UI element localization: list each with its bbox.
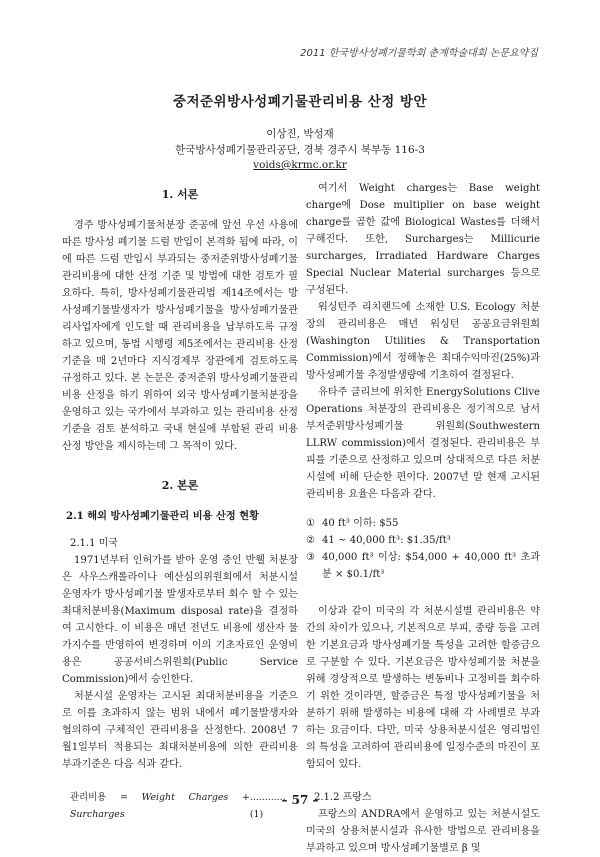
- equation-number: ............ (1): [249, 792, 286, 820]
- rate-list: [306, 515, 540, 583]
- page-number: – 57 –: [281, 793, 319, 807]
- running-header: 2011 한국방사성폐기물학회 춘계학술대회 논문요약집: [300, 48, 538, 59]
- usa-paragraph-1: 1971년부터 인허가를 받아 운영 중인 반웰 처분장은 사우스캐롤라이나 예산심의위원회에서 처분시설 운영자가 방사성폐기물 발생자로부터 회수 할 수 있는 최대처분비용(Maximum disposal rate)을 결정하여 고시한다. 이 비용은 매년 전년도 비용에 생산자 물가지수를 반영하여 변경하며 이의 기초자료인 운영비용은 공공서비스위원회(Public Service Commission)에서 승인한다.: [62, 555, 298, 685]
- left-column: [62, 180, 298, 823]
- list-item: ② 41 ~ 40,000 ft³: $1.35/ft³: [306, 535, 451, 546]
- email-link[interactable]: voids@krmc.or.kr: [253, 159, 347, 171]
- right-paragraph-2: 워싱턴주 리치랜드에 소재한 U.S. Ecology 처분장의 관리비용은 매년 워싱턴 공공요금위원회(Washington Utilities & Transportation Commission)에서 정해놓은 최대수익마진(25%)과 방사성폐기물 추정발생량에 기초하여 결정된다.: [306, 302, 540, 381]
- right-paragraph-1: 여기서 Weight charges는 Base weight charge에 Dose multiplier on base weight charge를 곱한 값에 Biological Wastes를 더해서 구해진다. 또한, Surcharges는 Millicurie surcharges, Irradiated Hardware Charges Special Nuclear Material surcharges 등으로 구성된다.: [306, 183, 540, 296]
- right-paragraph-3: 유타주 클리브에 위치한 EnergySolutions Clive Operations 처분장의 관리비용은 정기적으로 남서부저준위방사성폐기물 위원회(Southwestern LLRW commission)에서 결정된다. 관리비용은 부피를 기준으로 산정하고 있으며 상대적으로 다른 처분시설에 비해 단순한 편이다. 2007년 말 현재 고시된 관리비용 요율은 다음과 같다.: [306, 387, 540, 500]
- right-column: [306, 180, 540, 857]
- equation-lhs: 관리비용 =: [70, 792, 142, 803]
- equation-rhs: Weight Charges + Surcharges: [70, 792, 250, 820]
- section-heading-intro: 1. 서론: [161, 188, 199, 201]
- subsection-heading: 2.1 해외 방사성폐기물관리 비용 산정 현황: [66, 510, 259, 522]
- subsubsection-usa: 2.1.1 미국: [70, 538, 118, 549]
- paper-title: 중저준위방사성폐기물관리비용 산정 방안: [172, 94, 428, 110]
- right-paragraph-4: 이상과 같이 미국의 각 처분시설별 관리비용은 약간의 차이가 있으나, 기본적으로 부피, 중량 등을 고려한 기본요금과 방사성폐기물 특성을 고려한 할증금으로 구분할 수 있다. 기본요금은 방사성폐기물 처분을 위해 경상적으로 발생하는 변동비나 고정비를 회수하기 위한 것이라면, 할증금은 특정 방사성폐기물을 처분하기 위해 발생하는 비용에 대해 각 사례별로 부과하는 요금이다. 다만, 미국 상용처분시설은 영리법인의 특성을 고려하여 관리비용에 일정수준의 마진이 포함되어 있다.: [306, 606, 540, 770]
- list-item: ③ 40,000 ft³ 이상: $54,000 + 40,000 ft³ 초과 분 × $0.1/ft³: [306, 552, 540, 580]
- section-heading-body: 2. 본론: [161, 479, 199, 492]
- usa-paragraph-2: 처분시설 운영자는 고시된 최대처분비용을 기준으로 이를 초과하지 않는 범위 내에서 폐기물발생자와 협의하여 구체적인 관리비용을 산정한다. 2008년 7월1일부터 적용되는 최대처분비용에 의한 관리비용 부과기준은 다음 식과 같다.: [62, 691, 298, 770]
- subsubsection-france: 2.1.2 프랑스: [314, 792, 372, 803]
- list-item: ① 40 ft³ 이하: $55: [306, 518, 399, 529]
- authors: 이상진, 박성재: [266, 128, 334, 140]
- intro-paragraph: 경주 방사성폐기물처분장 준공에 앞선 우선 사용에 따른 방사성 폐기물 드럼 반입이 본격화 됨에 따라, 이에 따른 드럼 반입시 부과되는 중저준위방사성폐기물관리비용에 대한 산정 기준 및 방법에 대한 검토가 필요하다. 특히, 방사성폐기물관리법 제14조에서는 방사성폐기물발생자가 방사성폐기물을 방사성폐기물관리사업자에게 인도할 때 관리비용을 납부하도록 규정하고 있으며, 동법 시행령 제5조에서는 관리비용 산정 기준을 매 2년마다 지식경제부 장관에게 검토하도록 규정하고 있다. 본 논문은 중저준위 방사성폐기물관리비용 산정을 하기 위하여 외국 방사성폐기물처분장을 운영하고 있는 국가에서 부과하고 있는 관리비용 산정 기준을 검토 분석하고 국내 현실에 부합된 관리 비용 산정 방안을 제시하는데 그 목적이 있다.: [62, 220, 298, 452]
- france-paragraph: 프랑스의 ANDRA에서 운영하고 있는 처분시설도 미국의 상용처분시설과 유사한 방법으로 관리비용을 부과하고 있으며 방사성폐기물별로 β 및: [306, 809, 540, 854]
- affiliation: 한국방사성폐기물관리공단, 경북 경주시 북부동 116-3: [175, 144, 425, 156]
